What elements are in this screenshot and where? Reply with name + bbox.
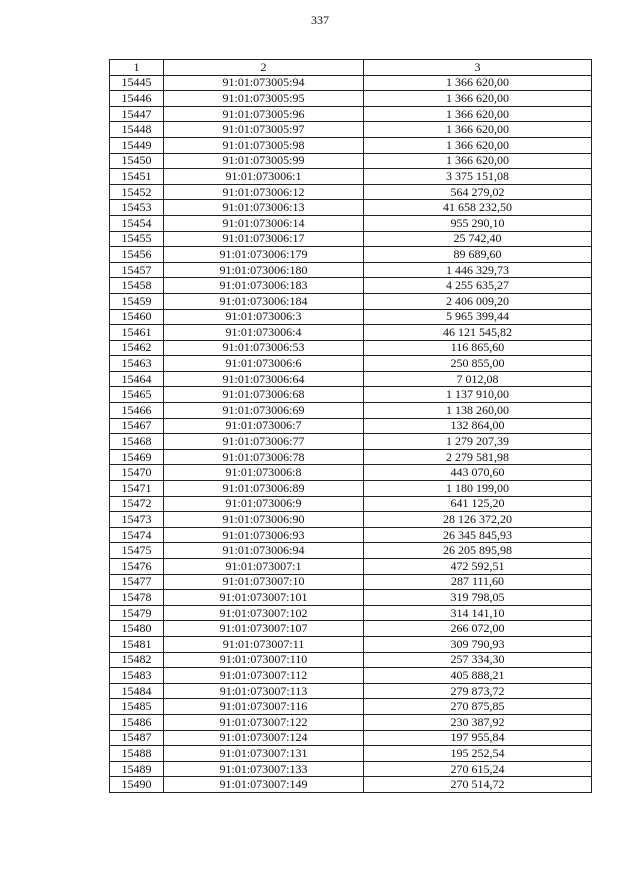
table-row (110, 137, 592, 153)
cadastral-number-cell: 91:01:073006:93 (164, 527, 364, 543)
table-row (110, 122, 592, 138)
value-cell: 472 592,51 (364, 559, 592, 575)
cadastral-number-cell: 91:01:073007:131 (164, 746, 364, 762)
table-row (110, 543, 592, 559)
table-row (110, 106, 592, 122)
table-row (110, 559, 592, 575)
row-number-cell: 15445 (110, 75, 164, 91)
row-number-cell: 15456 (110, 247, 164, 263)
value-cell: 195 252,54 (364, 746, 592, 762)
row-number-cell: 15475 (110, 543, 164, 559)
value-cell: 279 873,72 (364, 683, 592, 699)
table-row (110, 668, 592, 684)
row-number-cell: 15462 (110, 340, 164, 356)
cadastral-number-cell: 91:01:073006:8 (164, 465, 364, 481)
cadastral-number-cell: 91:01:073005:96 (164, 106, 364, 122)
row-number-cell: 15483 (110, 668, 164, 684)
cadastral-number-cell: 91:01:073006:77 (164, 434, 364, 450)
table-row (110, 325, 592, 341)
table-row (110, 169, 592, 185)
row-number-cell: 15472 (110, 496, 164, 512)
value-cell: 314 141,10 (364, 605, 592, 621)
value-cell: 1 180 199,00 (364, 481, 592, 497)
row-number-cell: 15474 (110, 527, 164, 543)
value-cell: 443 070,60 (364, 465, 592, 481)
value-cell: 1 366 620,00 (364, 75, 592, 91)
row-number-cell: 15461 (110, 325, 164, 341)
cadastral-number-cell: 91:01:073007:112 (164, 668, 364, 684)
cadastral-number-cell: 91:01:073006:183 (164, 278, 364, 294)
cadastral-number-cell: 91:01:073007:102 (164, 605, 364, 621)
value-cell: 309 790,93 (364, 636, 592, 652)
table-row (110, 465, 592, 481)
cadastral-number-cell: 91:01:073006:64 (164, 371, 364, 387)
value-cell: 1 366 620,00 (364, 137, 592, 153)
table-row (110, 777, 592, 793)
row-number-cell: 15484 (110, 683, 164, 699)
cadastral-number-cell: 91:01:073007:122 (164, 714, 364, 730)
value-cell: 1 138 260,00 (364, 403, 592, 419)
cadastral-number-cell: 91:01:073006:180 (164, 262, 364, 278)
table-row (110, 636, 592, 652)
value-cell: 1 137 910,00 (364, 387, 592, 403)
cadastral-number-cell: 91:01:073006:69 (164, 403, 364, 419)
value-cell: 955 290,10 (364, 215, 592, 231)
row-number-cell: 15486 (110, 714, 164, 730)
row-number-cell: 15488 (110, 746, 164, 762)
cadastral-number-cell: 91:01:073006:9 (164, 496, 364, 512)
cadastral-number-cell: 91:01:073006:184 (164, 293, 364, 309)
row-number-cell: 15448 (110, 122, 164, 138)
value-cell: 2 406 009,20 (364, 293, 592, 309)
value-cell: 230 387,92 (364, 714, 592, 730)
value-cell: 564 279,02 (364, 184, 592, 200)
row-number-cell: 15449 (110, 137, 164, 153)
cadastral-number-cell: 91:01:073006:179 (164, 247, 364, 263)
table-row (110, 605, 592, 621)
cadastral-number-cell: 91:01:073005:99 (164, 153, 364, 169)
cadastral-number-cell: 91:01:073007:110 (164, 652, 364, 668)
row-number-cell: 15476 (110, 559, 164, 575)
row-number-cell: 15463 (110, 356, 164, 372)
value-cell: 41 658 232,50 (364, 200, 592, 216)
table-header (110, 60, 592, 76)
table-row (110, 340, 592, 356)
row-number-cell: 15465 (110, 387, 164, 403)
cadastral-number-cell: 91:01:073006:6 (164, 356, 364, 372)
table-row (110, 434, 592, 450)
value-cell: 287 111,60 (364, 574, 592, 590)
row-number-cell: 15458 (110, 278, 164, 294)
row-number-cell: 15477 (110, 574, 164, 590)
row-number-cell: 15457 (110, 262, 164, 278)
cadastral-number-cell: 91:01:073006:4 (164, 325, 364, 341)
table-row (110, 574, 592, 590)
table-row (110, 418, 592, 434)
cadastral-number-cell: 91:01:073005:95 (164, 91, 364, 107)
value-cell: 2 279 581,98 (364, 449, 592, 465)
table-row (110, 590, 592, 606)
cadastral-number-cell: 91:01:073006:14 (164, 215, 364, 231)
table-row (110, 215, 592, 231)
table-row (110, 309, 592, 325)
row-number-cell: 15455 (110, 231, 164, 247)
column-header-1: 1 (110, 60, 164, 76)
row-number-cell: 15489 (110, 761, 164, 777)
table-row (110, 699, 592, 715)
table-row (110, 387, 592, 403)
column-header-2: 2 (164, 60, 364, 76)
row-number-cell: 15450 (110, 153, 164, 169)
row-number-cell: 15481 (110, 636, 164, 652)
cadastral-number-cell: 91:01:073007:116 (164, 699, 364, 715)
table-row (110, 356, 592, 372)
row-number-cell: 15447 (110, 106, 164, 122)
value-cell: 46 121 545,82 (364, 325, 592, 341)
value-cell: 26 205 895,98 (364, 543, 592, 559)
table-row (110, 278, 592, 294)
cadastral-number-cell: 91:01:073007:1 (164, 559, 364, 575)
cadastral-number-cell: 91:01:073006:17 (164, 231, 364, 247)
value-cell: 1 366 620,00 (364, 91, 592, 107)
cadastral-number-cell: 91:01:073006:12 (164, 184, 364, 200)
value-cell: 116 865,60 (364, 340, 592, 356)
cadastral-number-cell: 91:01:073007:113 (164, 683, 364, 699)
row-number-cell: 15473 (110, 512, 164, 528)
row-number-cell: 15446 (110, 91, 164, 107)
value-cell: 319 798,05 (364, 590, 592, 606)
cadastral-number-cell: 91:01:073006:3 (164, 309, 364, 325)
value-cell: 25 742,40 (364, 231, 592, 247)
header-row (110, 60, 592, 76)
table-row (110, 75, 592, 91)
value-cell: 270 875,85 (364, 699, 592, 715)
value-cell: 266 072,00 (364, 621, 592, 637)
value-cell: 250 855,00 (364, 356, 592, 372)
value-cell: 1 366 620,00 (364, 106, 592, 122)
value-cell: 89 689,60 (364, 247, 592, 263)
table-body (110, 75, 592, 792)
table-row (110, 496, 592, 512)
cadastral-number-cell: 91:01:073007:149 (164, 777, 364, 793)
column-header-3: 3 (364, 60, 592, 76)
row-number-cell: 15469 (110, 449, 164, 465)
row-number-cell: 15459 (110, 293, 164, 309)
row-number-cell: 15468 (110, 434, 164, 450)
value-cell: 28 126 372,20 (364, 512, 592, 528)
table-row (110, 262, 592, 278)
value-cell: 1 366 620,00 (364, 122, 592, 138)
table-row (110, 293, 592, 309)
cadastral-number-cell: 91:01:073005:98 (164, 137, 364, 153)
row-number-cell: 15454 (110, 215, 164, 231)
table-row (110, 621, 592, 637)
table-row (110, 449, 592, 465)
row-number-cell: 15485 (110, 699, 164, 715)
cadastral-number-cell: 91:01:073006:90 (164, 512, 364, 528)
row-number-cell: 15464 (110, 371, 164, 387)
table-row (110, 91, 592, 107)
row-number-cell: 15482 (110, 652, 164, 668)
table-row (110, 153, 592, 169)
row-number-cell: 15453 (110, 200, 164, 216)
value-cell: 197 955,84 (364, 730, 592, 746)
row-number-cell: 15479 (110, 605, 164, 621)
value-cell: 5 965 399,44 (364, 309, 592, 325)
row-number-cell: 15466 (110, 403, 164, 419)
cadastral-number-cell: 91:01:073006:13 (164, 200, 364, 216)
value-cell: 1 279 207,39 (364, 434, 592, 450)
value-cell: 1 366 620,00 (364, 153, 592, 169)
cadastral-number-cell: 91:01:073007:107 (164, 621, 364, 637)
cadastral-number-cell: 91:01:073005:94 (164, 75, 364, 91)
table-row (110, 527, 592, 543)
row-number-cell: 15470 (110, 465, 164, 481)
row-number-cell: 15451 (110, 169, 164, 185)
row-number-cell: 15487 (110, 730, 164, 746)
value-cell: 1 446 329,73 (364, 262, 592, 278)
cadastral-number-cell: 91:01:073006:68 (164, 387, 364, 403)
table-row (110, 746, 592, 762)
value-cell: 132 864,00 (364, 418, 592, 434)
table-row (110, 403, 592, 419)
data-table (109, 59, 592, 793)
page-number: 337 (311, 13, 329, 27)
cadastral-number-cell: 91:01:073006:7 (164, 418, 364, 434)
cadastral-number-cell: 91:01:073006:78 (164, 449, 364, 465)
cadastral-number-cell: 91:01:073007:124 (164, 730, 364, 746)
cadastral-number-cell: 91:01:073006:1 (164, 169, 364, 185)
row-number-cell: 15490 (110, 777, 164, 793)
row-number-cell: 15460 (110, 309, 164, 325)
cadastral-number-cell: 91:01:073007:101 (164, 590, 364, 606)
table-row (110, 371, 592, 387)
value-cell: 7 012,08 (364, 371, 592, 387)
value-cell: 257 334,30 (364, 652, 592, 668)
row-number-cell: 15478 (110, 590, 164, 606)
row-number-cell: 15467 (110, 418, 164, 434)
value-cell: 4 255 635,27 (364, 278, 592, 294)
value-cell: 641 125,20 (364, 496, 592, 512)
table-row (110, 683, 592, 699)
row-number-cell: 15471 (110, 481, 164, 497)
cadastral-number-cell: 91:01:073005:97 (164, 122, 364, 138)
table-row (110, 714, 592, 730)
value-cell: 3 375 151,08 (364, 169, 592, 185)
table-row (110, 730, 592, 746)
cadastral-number-cell: 91:01:073007:10 (164, 574, 364, 590)
table-row (110, 231, 592, 247)
cadastral-number-cell: 91:01:073006:94 (164, 543, 364, 559)
table-row (110, 247, 592, 263)
table-row (110, 512, 592, 528)
row-number-cell: 15452 (110, 184, 164, 200)
table-row (110, 481, 592, 497)
table-row (110, 184, 592, 200)
value-cell: 405 888,21 (364, 668, 592, 684)
cadastral-number-cell: 91:01:073007:133 (164, 761, 364, 777)
value-cell: 270 514,72 (364, 777, 592, 793)
row-number-cell: 15480 (110, 621, 164, 637)
cadastral-number-cell: 91:01:073007:11 (164, 636, 364, 652)
value-cell: 26 345 845,93 (364, 527, 592, 543)
value-cell: 270 615,24 (364, 761, 592, 777)
table-row (110, 652, 592, 668)
table-row (110, 200, 592, 216)
cadastral-number-cell: 91:01:073006:89 (164, 481, 364, 497)
cadastral-number-cell: 91:01:073006:53 (164, 340, 364, 356)
table-row (110, 761, 592, 777)
